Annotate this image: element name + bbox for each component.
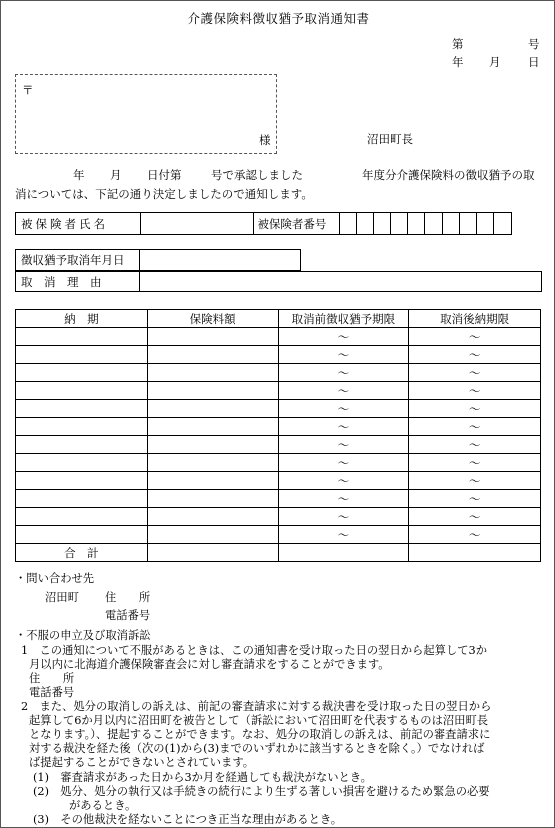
premium-amount-field[interactable] [147,400,278,418]
appeal-item2-line2: 起算して6か月以内に沼田町を被告として（訴訟において沼田町を代表するものは沼田町長 [29,714,489,727]
before-deadline-field[interactable] [278,490,409,508]
after-deadline-field[interactable] [409,508,541,526]
contact-town: 沼田町 [45,591,79,604]
appeal-sub2-line1: (2) 処分、処分の執行又は手続きの続行により生ずる著しい損害を避けるため緊急の必要 [33,785,490,798]
due-period-field[interactable] [16,364,148,382]
total-amount-field[interactable] [147,544,278,562]
after-deadline-field[interactable] [409,364,541,382]
due-period-field[interactable] [16,508,148,526]
due-period-field[interactable] [16,418,148,436]
range-mark: ～ [337,383,350,398]
table-row [16,400,541,418]
due-period-field[interactable] [16,328,148,346]
header-after-deadline: 取消後納期限 [409,310,541,328]
appeal-sub2-line2: があるとき。 [69,799,137,812]
before-deadline-field[interactable] [278,454,409,472]
cancel-date-label: 徴収猶予取消年月日 [16,250,140,271]
range-mark: ～ [337,401,350,416]
header-due-period: 納 期 [16,310,148,328]
range-mark: ～ [337,527,350,542]
range-mark: ～ [337,491,350,506]
range-mark: ～ [337,419,350,434]
range-mark: ～ [468,473,481,488]
before-deadline-field[interactable] [278,364,409,382]
premium-amount-field[interactable] [147,436,278,454]
contact-address-label: 住 所 [105,591,151,604]
after-deadline-field[interactable] [409,454,541,472]
insured-number-digit[interactable] [391,213,408,235]
table-row [16,328,541,346]
due-period-field[interactable] [16,472,148,490]
premium-amount-field[interactable] [147,490,278,508]
before-deadline-field[interactable] [278,472,409,490]
due-period-field[interactable] [16,490,148,508]
appeal-address-label: 住 所 [29,672,75,685]
insured-number-digit[interactable] [374,213,391,235]
appeal-item1-line2: 月以内に北海道介護保険審査会に対し審査請求をすることができます。 [29,658,390,671]
range-mark: ～ [337,473,350,488]
appeal-heading: ・不服の申立及び取消訴訟 [15,629,151,642]
insured-number-digit[interactable] [442,213,459,235]
range-mark: ～ [468,509,481,524]
cancel-reason-field[interactable] [140,272,542,292]
contact-heading: ・問い合わせ先 [15,572,95,585]
intro-line-2: 消については、下記の通り決定しましたので通知します。 [15,187,313,201]
premium-amount-field[interactable] [147,382,278,400]
premium-amount-field[interactable] [147,364,278,382]
sender-name: 沼田町長 [367,132,413,146]
after-deadline-field[interactable] [409,400,541,418]
range-mark: ～ [337,329,350,344]
after-deadline-field[interactable] [409,472,541,490]
intro-day-ref: 日付第 [147,168,182,182]
before-deadline-field[interactable] [278,436,409,454]
premium-amount-field[interactable] [147,472,278,490]
range-mark: ～ [337,347,350,362]
premium-amount-field[interactable] [147,346,278,364]
appeal-item1-line1: 1 この通知について不服があるときは、この通知書を受け取った日の翌日から起算して3か [21,644,488,657]
intro-fiscal: 年度分介護保険料の徴収猶予の取 [362,168,535,182]
cancel-reason-label: 取 消 理 由 [16,272,140,292]
table-row [16,508,541,526]
insured-number-digit[interactable] [339,213,356,235]
due-period-field[interactable] [16,436,148,454]
range-mark: ～ [468,383,481,398]
appeal-sub3: (3) その他裁決を経ないことにつき正当な理由があるとき。 [33,813,343,826]
postal-mark: 〒 [22,83,34,97]
range-mark: ～ [468,401,481,416]
table-row [16,454,541,472]
date-year-label: 年 [452,55,464,69]
due-period-field[interactable] [16,454,148,472]
cancel-date-field[interactable] [140,250,301,271]
insured-number-label: 被保険者番号 [254,213,340,235]
total-before-field [278,544,409,562]
premium-amount-field[interactable] [147,328,278,346]
payment-rows [16,328,541,544]
due-period-field[interactable] [16,400,148,418]
appeal-sub1: (1) 審査請求があった日から3か月を経過しても裁決がないとき。 [33,771,372,784]
premium-amount-field[interactable] [147,508,278,526]
payment-table [15,309,541,562]
table-row [16,490,541,508]
table-row [16,436,541,454]
appeal-phone-label: 電話番号 [29,686,75,699]
premium-amount-field[interactable] [147,454,278,472]
intro-year: 年 [73,168,85,182]
range-mark: ～ [468,437,481,452]
before-deadline-field[interactable] [278,382,409,400]
range-mark: ～ [468,347,481,362]
due-period-field[interactable] [16,346,148,364]
range-mark: ～ [468,329,481,344]
range-mark: ～ [468,455,481,470]
range-mark: ～ [337,509,350,524]
table-row [16,526,541,544]
header-premium-amount: 保険料額 [147,310,278,328]
before-deadline-field[interactable] [278,346,409,364]
contact-phone-label: 電話番号 [105,609,151,622]
table-row [16,364,541,382]
after-deadline-field[interactable] [409,418,541,436]
intro-approved: 号で承認しました [211,168,303,182]
premium-amount-field[interactable] [147,418,278,436]
insured-number-digit[interactable] [408,213,425,235]
range-mark: ～ [337,365,350,380]
premium-amount-field[interactable] [147,526,278,544]
before-deadline-field[interactable] [278,418,409,436]
number-label: 第 [452,37,464,51]
insured-name-label: 被保険者氏名 [16,213,141,235]
address-box [15,74,277,154]
table-row [16,382,541,400]
appeal-item2-line1: 2 また、処分の取消しの訴えは、前記の審査請求に対する裁決書を受け取った日の翌日から [21,700,492,713]
before-deadline-field[interactable] [278,508,409,526]
table-row [16,472,541,490]
intro-month: 月 [110,168,122,182]
document-title: 介護保険料徴収猶予取消通知書 [187,11,370,26]
range-mark: ～ [337,437,350,452]
after-deadline-field[interactable] [409,346,541,364]
appeal-item2-line4: 対する裁決を経た後（次の(1)から(3)までのいずれかに該当するときを除く。）でなければ [29,742,485,755]
insured-number-digit[interactable] [425,213,442,235]
insured-table [15,212,512,235]
total-after-field [409,544,541,562]
date-month-label: 月 [489,55,501,69]
after-deadline-field[interactable] [409,436,541,454]
insured-number-digit[interactable] [493,213,511,235]
table-row [16,418,541,436]
range-mark: ～ [468,527,481,542]
due-period-field[interactable] [16,526,148,544]
date-day-label: 日 [528,55,540,69]
after-deadline-field[interactable] [409,382,541,400]
range-mark: ～ [468,419,481,434]
insured-number-digit[interactable] [357,213,374,235]
due-period-field[interactable] [16,382,148,400]
honorific-label: 様 [259,133,271,147]
range-mark: ～ [337,455,350,470]
cancel-reason-table [15,271,542,292]
number-suffix: 号 [528,37,540,51]
after-deadline-field[interactable] [409,526,541,544]
insured-number-digit[interactable] [459,213,476,235]
insured-number-digit[interactable] [476,213,493,235]
appeal-item2-line3: となります。）、提起することができます。なお、処分の取消しの訴えは、前記の審査請求に [29,728,491,741]
appeal-item2-line5: ば提起することができないとされています。 [29,756,255,769]
insured-name-field[interactable] [140,213,254,235]
header-before-deadline: 取消前徴収猶予期限 [278,310,409,328]
before-deadline-field[interactable] [278,400,409,418]
before-deadline-field[interactable] [278,526,409,544]
cancel-date-table [15,249,301,271]
before-deadline-field[interactable] [278,328,409,346]
range-mark: ～ [468,365,481,380]
total-label: 合 計 [16,544,148,562]
table-row [16,346,541,364]
after-deadline-field[interactable] [409,328,541,346]
range-mark: ～ [468,491,481,506]
after-deadline-field[interactable] [409,490,541,508]
